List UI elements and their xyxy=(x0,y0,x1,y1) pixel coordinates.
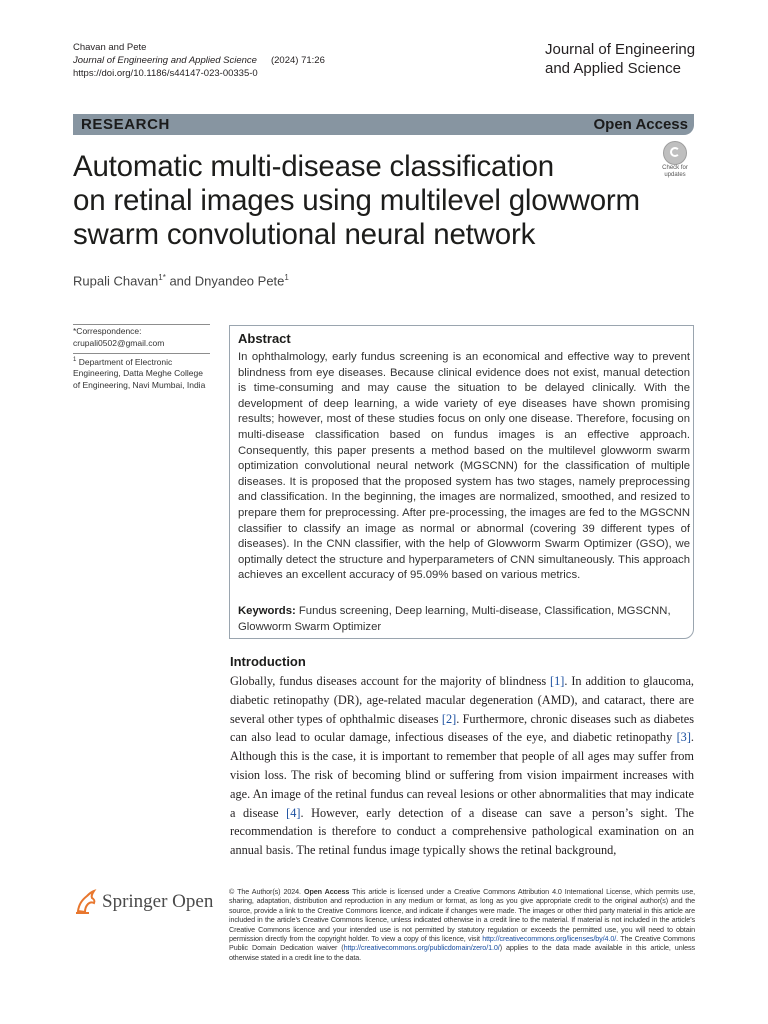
title-line-2: on retinal images using multilevel glowworm xyxy=(73,184,640,217)
correspondence-email[interactable]: crupali0502@gmail.com xyxy=(73,337,165,348)
license-segment: This article is licensed under a Creative Commons Attribution 4.0 International License, which permits use, sharing, adaptation, distribution and reproduction in any medium or format, as long as you give appropriate credit to the original author(s) and the source, provide a link to the Creative Commons licence, and indicate if changes were made. The images or other third party material in this article are included in the article’s Creative Commons licence, unless indicated otherwise in a credit line to the material. If material is not included in the article’s Creative Commons licence and your intended use is not permitted by statutory regulation or exceeds the permitted use, you will need to obtain permission directly from the copyright holder. To view a copy of this licence, visit xyxy=(229,887,695,944)
article-type-bar xyxy=(73,114,694,135)
affiliation-text: Department of Electronic Engineering, Datta Meghe College of Engineering, Navi Mumbai, India xyxy=(73,356,206,390)
correspondence-label: *Correspondence: xyxy=(73,326,142,336)
citation-link[interactable]: [4] xyxy=(286,805,301,820)
intro-text-segment: . Although this is the case, it is important to remember that people of all ages may suffer from vision loss. The risk of becoming blind or suffering from vision impairment increases with age. An image of the retinal fundus can reveal lesions or other abnormalities that may indicate a disease xyxy=(230,730,694,820)
keywords-list: Fundus screening, Deep learning, Multi-disease, Classification, MGSCNN, Glowworm Swarm Optimizer xyxy=(238,605,671,633)
intro-text-segment: . However, early detection of a disease can save a person’s sight. The recommendation is therefore to conduct a comprehensive pathological examination on an annual basis. The retinal fundus image typically shows the retinal background, xyxy=(230,805,694,858)
journal-name xyxy=(545,40,695,78)
article-title xyxy=(73,150,663,252)
correspondence-note xyxy=(73,326,210,349)
affiliation-note xyxy=(73,355,210,391)
intro-text-segment: . Furthermore, chronic diseases such as diabetes can also lead to ocular damage, infectious diseases of the eye, and diabetic retinopathy xyxy=(230,711,694,745)
abstract-heading: Abstract xyxy=(238,331,291,346)
author-list xyxy=(73,273,289,288)
public-domain-link[interactable]: http://creativecommons.org/publicdomain/zero/1.0/ xyxy=(343,943,500,953)
abstract-text: In ophthalmology, early fundus screening is an economical and effective way to prevent blindness from eye diseases. Because clinical evidence does not exist, manual detection is time-consuming and may cause the situation to be delayed clinically. With the development of deep learning, a wide variety of eye diseases have shown promising results; however, most of these studies focus on only one disease. Therefore, focusing on multi-disease classification based on fundus images is an effective approach. Consequently, this paper presents a method based on the multilevel glowworm swarm optimization convolutional neural network (MGSCNN) for the classification of multiple diseases. It is proposed that the proposed system has two stages, namely preprocessing and classification. In the beginning, the images are normalized, smoothed, and resized to prepare them for preprocessing. After pre-processing, the images are fed to the MGSCNN classifier to classify an image as normal or abnormal (covering 39 different types of diseases). In the CNN classifier, with the help of Glowworm Swarm Optimizer (GSO), we optimally detect the structure and hyperparameters of CNN simultaneously. This approach achieves an excellent accuracy of 95.09% based on various metrics. xyxy=(238,351,690,582)
journal-name-line1: Journal of Engineering xyxy=(545,41,696,58)
check-updates-icon xyxy=(663,141,687,165)
springer-open-wordmark: Springer Open xyxy=(102,891,214,912)
springer-open-logo xyxy=(73,888,218,916)
divider xyxy=(73,324,210,325)
license-text xyxy=(229,887,695,962)
check-for-updates-badge[interactable] xyxy=(657,141,693,177)
license-segment: . The Creative Commons Public Domain Dedication waiver ( xyxy=(229,934,696,953)
intro-text-segment: . In addition to glaucoma, diabetic retinopathy (DR), age-related macular degeneration (AMD), and cataract, there are several other types of ophthalmic diseases xyxy=(230,674,694,726)
keywords-label: Keywords: xyxy=(238,605,296,617)
check-updates-line2: updates xyxy=(664,171,686,178)
springer-horse-icon xyxy=(73,888,99,916)
author-affil-sup: 1 xyxy=(284,273,289,282)
intro-text-segment: Globally, fundus diseases account for the majority of blindness xyxy=(230,674,551,688)
author-separator: and xyxy=(165,273,195,289)
introduction-paragraph xyxy=(230,672,694,860)
author-name[interactable]: Dnyandeo Pete xyxy=(194,273,285,289)
header-volume: (2024) 71:26 xyxy=(270,55,325,66)
divider xyxy=(73,353,210,354)
keywords xyxy=(238,604,690,635)
title-line-3: swarm convolutional neural network xyxy=(73,218,536,251)
title-line-1: Automatic multi-disease classification xyxy=(73,150,554,183)
author-affil-sup: 1* xyxy=(158,273,166,282)
header-authors: Chavan and Pete xyxy=(73,42,147,53)
check-updates-line1: Check for xyxy=(662,165,688,171)
license-segment: ) applies to the data made available in this article, unless otherwise stated in a credit line to the data. xyxy=(229,943,695,962)
header-doi[interactable]: https://doi.org/10.1186/s44147-023-00335-0 xyxy=(73,68,258,79)
author-name[interactable]: Rupali Chavan xyxy=(73,273,159,289)
license-link[interactable]: http://creativecommons.org/licenses/by/4.0/ xyxy=(482,934,617,944)
section-heading-introduction: Introduction xyxy=(230,654,306,669)
header-journal: Journal of Engineering and Applied Science xyxy=(73,55,257,66)
citation-link[interactable]: [2] xyxy=(441,711,457,726)
open-access-label: Open Access xyxy=(593,116,688,133)
journal-name-line2: and Applied Science xyxy=(545,60,681,77)
article-type-label: RESEARCH xyxy=(81,116,170,133)
header-journal-line xyxy=(73,54,325,67)
running-header xyxy=(73,41,325,80)
citation-link[interactable]: [1] xyxy=(550,674,565,688)
license-segment: © The Author(s) 2024. xyxy=(229,887,304,896)
license-open-access: Open Access xyxy=(303,887,350,896)
affiliation-sup: 1 xyxy=(73,357,77,363)
citation-link[interactable]: [3] xyxy=(676,730,691,745)
